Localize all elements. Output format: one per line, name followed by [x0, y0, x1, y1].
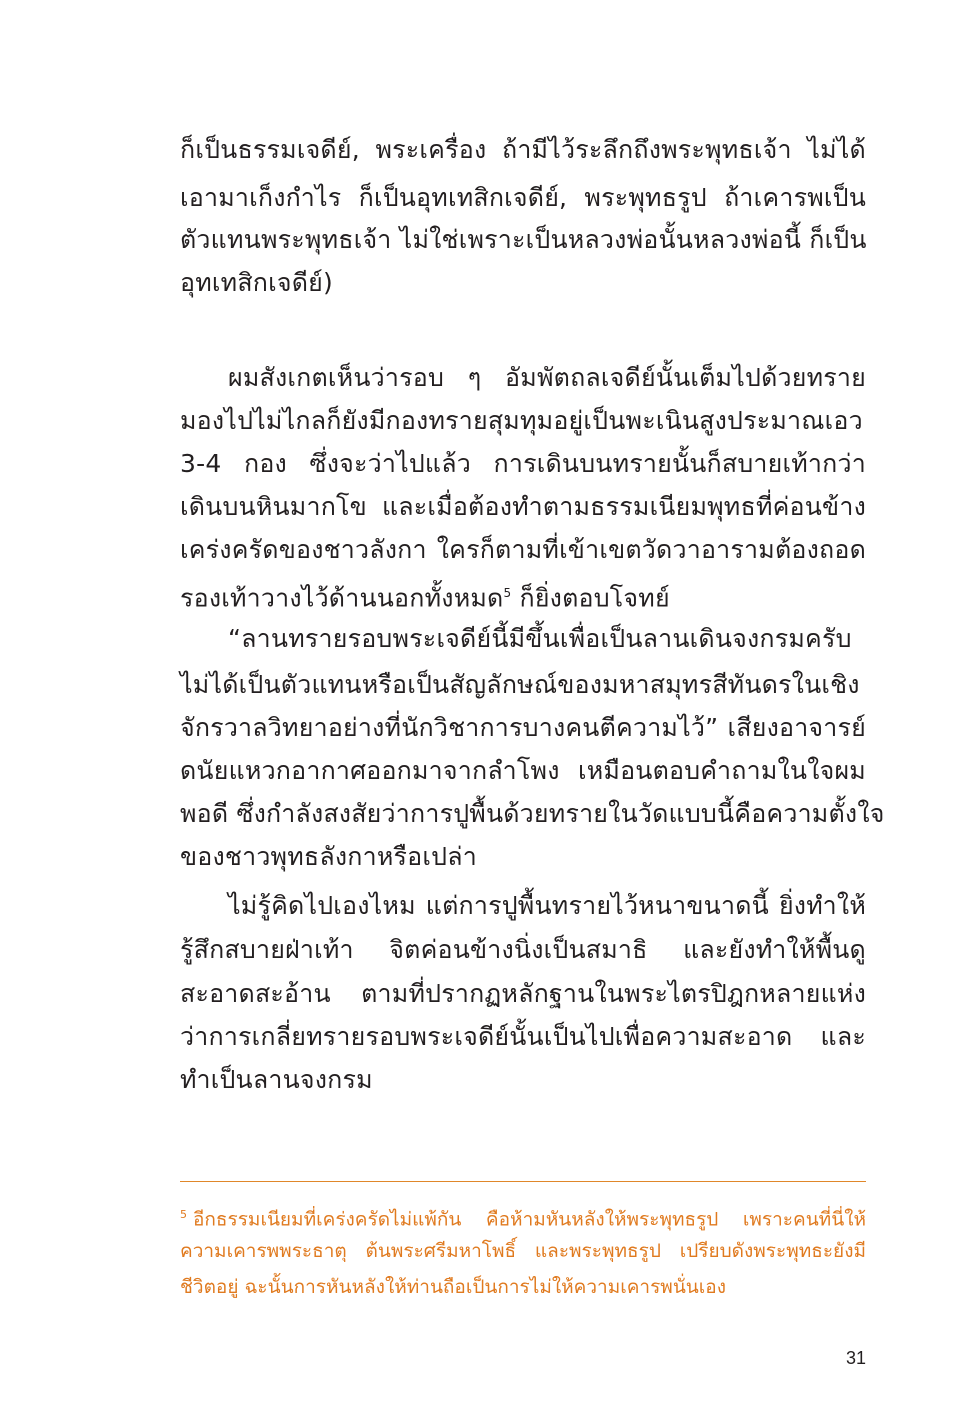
body-line: ว่าการเกลี่ยทรายรอบพระเจดีย์นั้นเป็นไปเพื่อความสะอาด และ: [180, 1022, 866, 1051]
footnote-line: ความเคารพพระธาตุ ต้นพระศรีมหาโพธิ์ และพระพุทธรูป เปรียบดังพระพุทธะยังมี: [180, 1240, 866, 1262]
footnote-mark: 5: [180, 1208, 187, 1221]
body-line: เอามาเก็งกำไร ก็เป็นอุทเทสิกเจดีย์, พระพุทธรูป ถ้าเคารพเป็น: [180, 183, 866, 212]
body-line: จักรวาลวิทยาอย่างที่นักวิชาการบางคนตีความไว้” เสียงอาจารย์: [180, 713, 866, 742]
body-line: ไม่รู้คิดไปเองไหม แต่การปูพื้นทรายไว้หนาขนาดนี้ ยิ่งทำให้: [228, 891, 866, 920]
body-line: ไม่ได้เป็นตัวแทนหรือเป็นสัญลักษณ์ของมหาสมุทรสีทันดรในเชิง: [180, 670, 860, 699]
body-line: สะอาดสะอ้าน ตามที่ปรากฏหลักฐานในพระไตรปิฎกหลายแห่ง: [180, 979, 866, 1008]
body-text: รองเท้าวางไว้ด้านนอกทั้งหมด: [180, 583, 504, 613]
body-line: ก็เป็นธรรมเจดีย์, พระเครื่อง ถ้ามีไว้ระลึกถึงพระพุทธเจ้า ไม่ได้: [180, 135, 866, 164]
footnote-reference: 5: [503, 586, 512, 600]
body-line: ทำเป็นลานจงกรม: [180, 1065, 373, 1094]
body-line: “ลานทรายรอบพระเจดีย์นี้มีขึ้นเพื่อเป็นลานเดินจงกรมครับ: [228, 624, 852, 653]
body-line: มองไปไม่ไกลก็ยังมีกองทรายสุมทุมอยู่เป็นพะเนินสูงประมาณเอว: [180, 406, 863, 435]
body-text: ก็ยิ่งตอบโจทย์: [511, 583, 670, 613]
footnote-line: [180, 1201, 866, 1229]
body-line: เดินบนหินมากโข และเมื่อต้องทำตามธรรมเนียมพุทธที่ค่อนข้าง: [180, 492, 866, 521]
body-line: [180, 573, 866, 613]
body-line: อุทเทสิกเจดีย์): [180, 268, 333, 297]
body-line: รู้สึกสบายฝ่าเท้า จิตค่อนข้างนิ่งเป็นสมาธิ และยังทำให้พื้นดู: [180, 935, 866, 964]
body-line: ดนัยแหวกอากาศออกมาจากลำโพง เหมือนตอบคำถามในใจผม: [180, 756, 866, 785]
body-line: 3-4 กอง ซึ่งจะว่าไปแล้ว การเดินบนทรายนั้นก็สบายเท้ากว่า: [180, 449, 866, 478]
body-line: เคร่งครัดของชาวลังกา ใครก็ตามที่เข้าเขตวัดวาอารามต้องถอด: [180, 535, 866, 564]
body-line: ผมสังเกตเห็นว่ารอบ ๆ อัมพัตถลเจดีย์นั้นเต็มไปด้วยทราย: [228, 363, 866, 392]
body-line: ตัวแทนพระพุทธเจ้า ไม่ใช่เพราะเป็นหลวงพ่อนั้นหลวงพ่อนี้ ก็เป็น: [180, 225, 867, 254]
body-line: พอดี ซึ่งกำลังสงสัยว่าการปูพื้นด้วยทรายในวัดแบบนี้คือความตั้งใจ: [180, 799, 885, 828]
footnote-line: ชีวิตอยู่ ฉะนั้นการหันหลังให้ท่านถือเป็นการไม่ให้ความเคารพนั่นเอง: [180, 1276, 726, 1298]
footnote-text: อีกธรรมเนียมที่เคร่งครัดไม่แพ้กัน คือห้ามหันหลังให้พระพุทธรูป เพราะคนที่นี่ให้: [193, 1208, 866, 1231]
footnote-divider: [180, 1181, 866, 1182]
body-line: ของชาวพุทธลังกาหรือเปล่า: [180, 842, 477, 871]
page-number: 31: [845, 1348, 866, 1368]
